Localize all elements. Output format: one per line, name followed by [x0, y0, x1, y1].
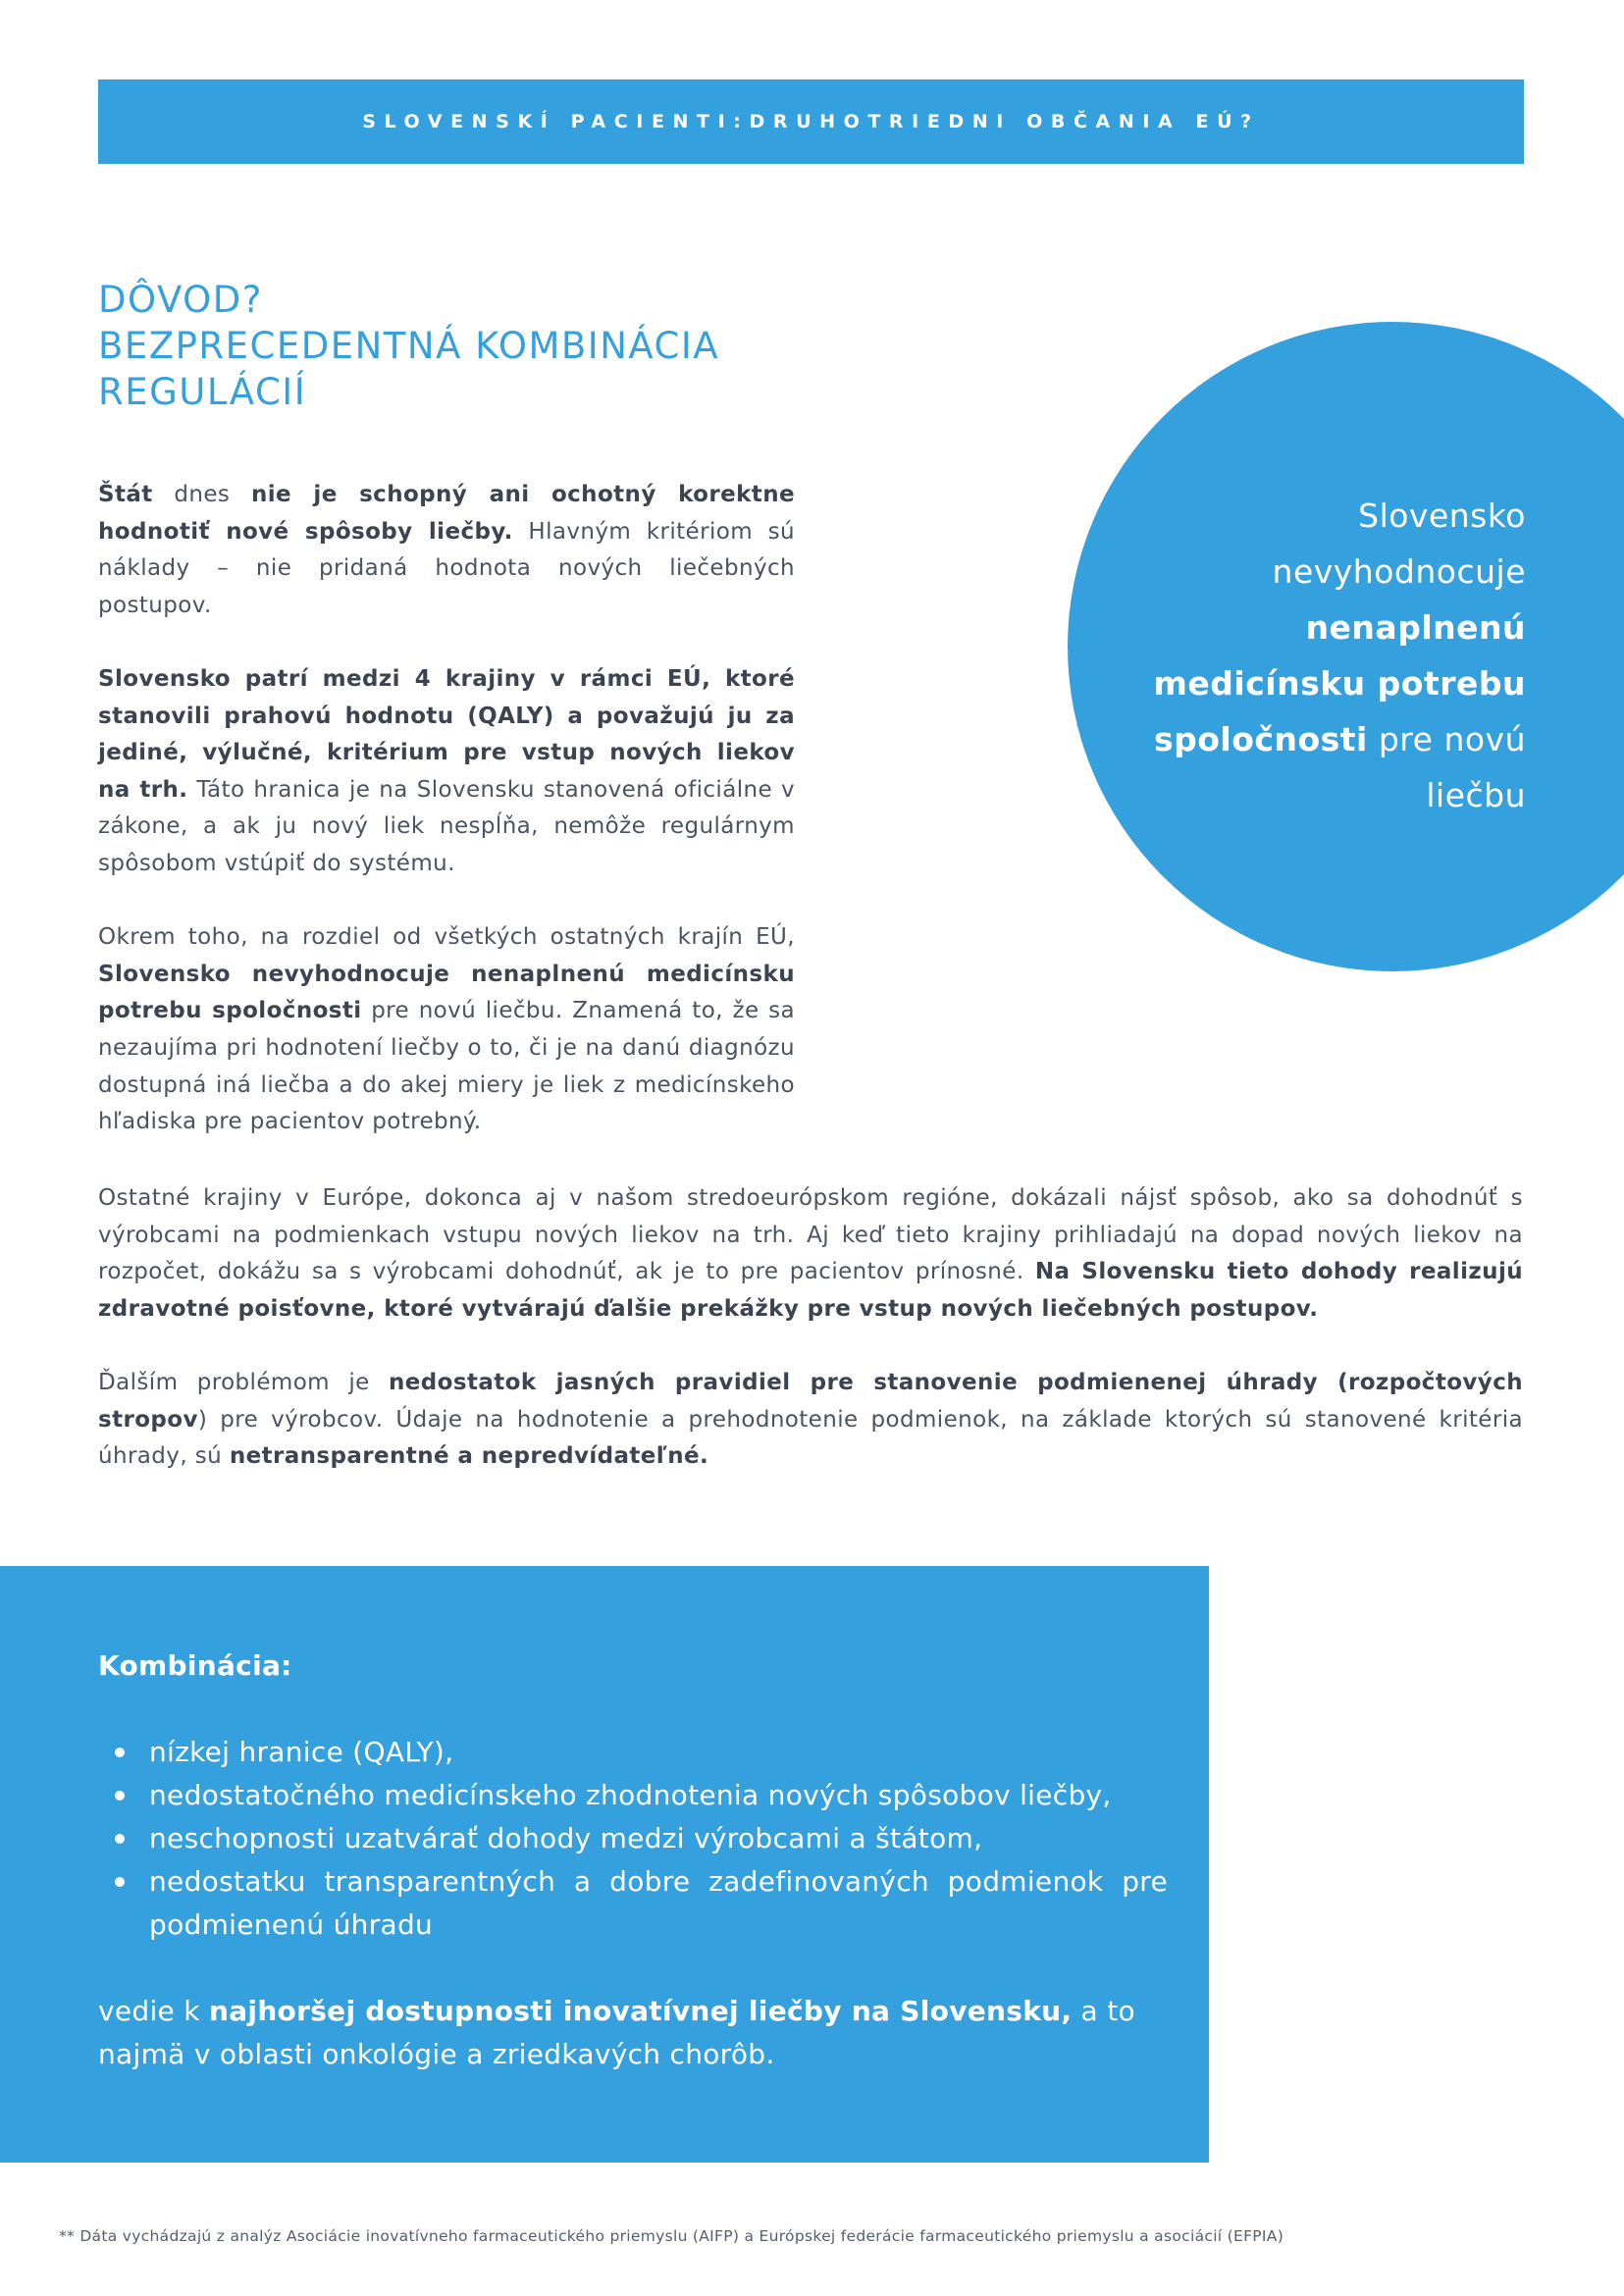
body-p2-bold-2: netransparentné a nepredvídateľné. [229, 1443, 709, 1470]
intro-p2-bold-1: Slovensko patrí medzi 4 krajiny v rámci EÚ, ktoré stanovili prahovú hodnotu (QALY) a považujú ju za jediné, výlučné, kritérium pre vstup nových liekov na trh. [98, 665, 795, 803]
conclusion-bold-1: najhoršej dostupnosti inovatívnej liečby na Slovensku, [209, 1995, 1073, 2027]
intro-p3-text-2: pre novú liečbu. Znamená to, že sa nezaujíma pri hodnotení liečby o to, či je na danú diagnózu dostupná iná liečba a do akej miery je liek z medicínskeho hľadiska pre pacientov potrebný. [98, 998, 796, 1135]
intro-p1-bold-1: Štát [98, 482, 153, 507]
list-item: nedostatku transparentných a dobre zadefinovaných podmienok pre podmienenú úhradu [149, 1860, 1168, 1947]
conclusion-text-1: vedie k [98, 1995, 209, 2027]
body-text [98, 1180, 1523, 1512]
circle-quote [1114, 488, 1526, 823]
intro-p2-text-1: Táto hranica je na Slovensku stanovená oficiálne v zákone, a ak ju nový liek nespĺňa, nemôže regulárnym spôsobom vstúpiť do systému. [98, 776, 796, 876]
heading-line-3: REGULÁCIÍ [98, 371, 307, 413]
circle-text-2: pre novú liečbu [1367, 720, 1526, 814]
header-title: SLOVENSKÍ PACIENTI:DRUHOTRIEDNI OBČANIA EÚ? [362, 111, 1260, 132]
body-p2-bold-1: nedostatok jasných pravidiel pre stanovenie podmienenej úhrady (rozpočtových stropov [98, 1369, 1524, 1433]
intro-p3-bold-1: Slovensko nevyhodnocuje nenaplnenú medicínsku potrebu spoločnosti [98, 961, 795, 1024]
intro-p1-text-1: dnes [152, 482, 251, 507]
list-item: nízkej hranice (QALY), [149, 1731, 1168, 1774]
intro-p1-text-2: Hlavným kritériom sú náklady – nie pridaná hodnota nových liečebných postupov. [98, 518, 795, 618]
combination-list [98, 1731, 1168, 1947]
heading-line-2: BEZPRECEDENTNÁ KOMBINÁCIA [98, 325, 720, 367]
body-paragraph-2 [98, 1365, 1523, 1476]
footnote: ** Dáta vychádzajú z analýz Asociácie inovatívneho farmaceutického priemyslu (AIFP) a Európskej federácie farmaceutického priemyslu a asociácií (EFPIA) [59, 2227, 1284, 2245]
circle-bold-1: nenaplnenú medicínsku potrebu spoločnosti [1153, 608, 1526, 758]
intro-p3-text-1: Okrem toho, na rozdiel od všetkých ostatných krajín EÚ, [98, 924, 795, 951]
body-paragraph-1 [98, 1180, 1523, 1328]
combination-box-content [98, 1644, 1168, 2076]
intro-text [98, 477, 795, 1177]
body-p1-bold-1: Na Slovensku tieto dohody realizujú zdravotné poisťovne, ktoré vytvárajú ďalšie prekážky pre vstup nových liečebných postupov. [98, 1259, 1523, 1322]
intro-p1-bold-2: nie je schopný ani ochotný korektne hodnotiť nové spôsoby liečby. [98, 482, 795, 545]
list-item: neschopnosti uzatvárať dohody medzi výrobcami a štátom, [149, 1817, 1168, 1860]
header-bar [98, 79, 1524, 164]
combination-conclusion [98, 1990, 1168, 2076]
combination-box [0, 1566, 1209, 2163]
intro-paragraph-2 [98, 661, 795, 883]
body-p2-text-2: ) pre výrobcov. Údaje na hodnotenie a prehodnotenie podmienok, na základe ktorých sú stanovené kritéria úhrady, sú [98, 1406, 1523, 1470]
body-p1-text-1: Ostatné krajiny v Európe, dokonca aj v našom stredoeurópskom regióne, dokázali nájsť spôsob, ako sa dohodnúť s výrobcami na podmienkach vstupu nových liekov na trh. Aj keď tieto krajiny prihliadajú na dopad nových liekov na rozpočet, dokážu sa s výrobcami dohodnúť, ak je to pre pacientov prínosné. [98, 1185, 1523, 1285]
body-p2-text-1: Ďalším problémom je [98, 1369, 390, 1395]
section-heading [98, 277, 844, 415]
intro-paragraph-3 [98, 919, 795, 1141]
heading-line-1: DÔVOD? [98, 279, 263, 321]
conclusion-text-2: a to najmä v oblasti onkológie a zriedkavých chorôb. [98, 1995, 1135, 2070]
intro-paragraph-1 [98, 477, 795, 624]
combination-title: Kombinácia: [98, 1649, 292, 1682]
circle-text-1: Slovensko nevyhodnocuje [1272, 496, 1526, 591]
list-item: nedostatočného medicínskeho zhodnotenia nových spôsobov liečby, [149, 1774, 1168, 1817]
